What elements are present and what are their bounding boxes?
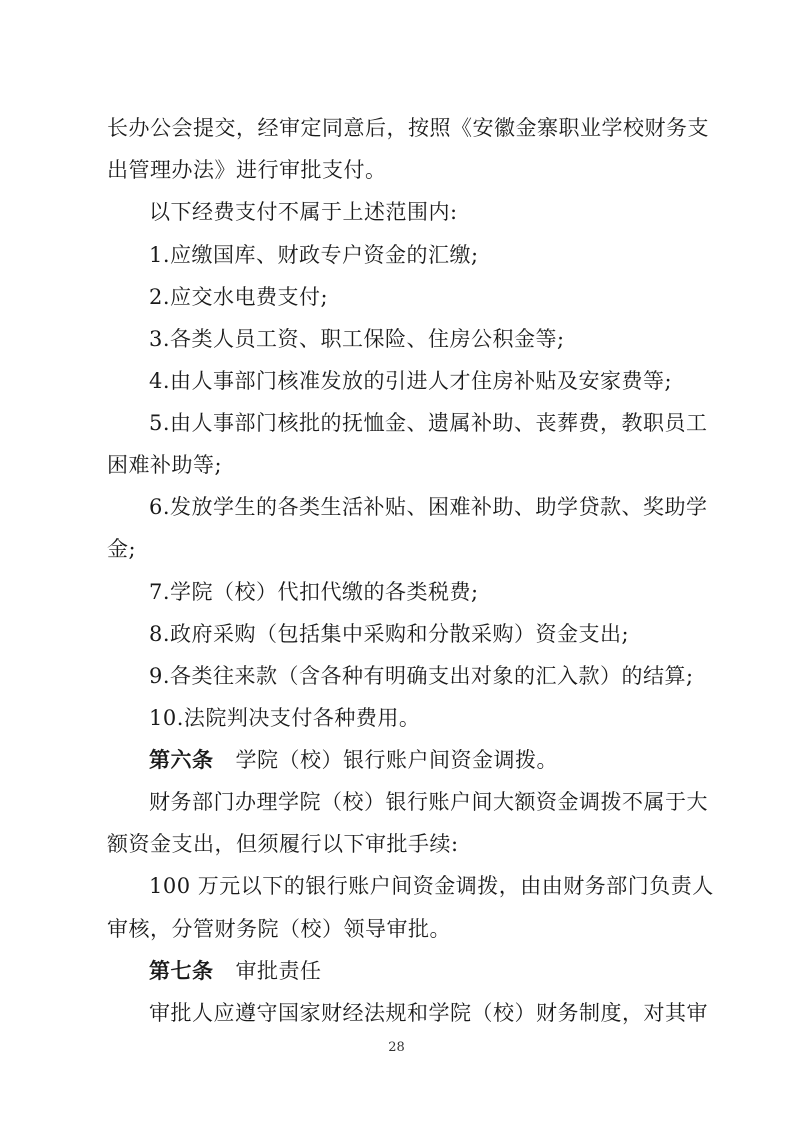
list-item-continuation: 困难补助等; — [107, 453, 223, 477]
article-7-heading: 第七条 — [149, 958, 214, 983]
article-7-text: 审批责任 — [235, 959, 322, 983]
article-6-heading: 第六条 — [149, 747, 214, 772]
list-item: 5.由人事部门核批的抚恤金、遗属补助、丧葬费，教职员工 — [149, 411, 708, 435]
list-item: 3.各类人员工资、职工保险、住房公积金等; — [149, 327, 565, 351]
text-line: 财务部门办理学院（校）银行账户间大额资金调拨不属于大 — [149, 790, 708, 814]
text-line: 以下经费支付不属于上述范围内: — [149, 200, 458, 224]
list-item: 6.发放学生的各类生活补贴、困难补助、助学贷款、奖助学 — [149, 495, 708, 519]
list-item: 7.学院（校）代扣代缴的各类税费; — [149, 580, 479, 604]
text-line: 出管理办法》进行审批支付。 — [107, 158, 387, 182]
text-line: 长办公会提交，经审定同意后，按照《安徽金寨职业学校财务支 — [107, 116, 709, 140]
list-item: 9.各类往来款（含各种有明确支出对象的汇入款）的结算; — [149, 664, 694, 688]
list-item: 10.法院判决支付各种费用。 — [149, 706, 421, 730]
list-item: 4.由人事部门核准发放的引进人才住房补贴及安家费等; — [149, 369, 673, 393]
text-line: 审批人应遵守国家财经法规和学院（校）财务制度，对其审 — [149, 1001, 708, 1025]
list-item: 8.政府采购（包括集中采购和分散采购）资金支出; — [149, 622, 630, 646]
list-item-continuation: 金; — [107, 537, 137, 561]
list-item: 1.应缴国库、财政专户资金的汇缴; — [149, 243, 479, 267]
page-number: 28 — [388, 1040, 405, 1055]
article-6 — [149, 745, 793, 775]
text-line: 审核，分管财务院（校）领导审批。 — [107, 917, 451, 941]
article-7 — [149, 956, 793, 986]
text-line: 100 万元以下的银行账户间资金调拨，由由财务部门负责人 — [149, 874, 714, 898]
list-item: 2.应交水电费支付; — [149, 285, 329, 309]
text-line: 额资金支出，但须履行以下审批手续: — [107, 832, 459, 856]
article-6-text: 学院（校）银行账户间资金调拨。 — [235, 748, 558, 772]
